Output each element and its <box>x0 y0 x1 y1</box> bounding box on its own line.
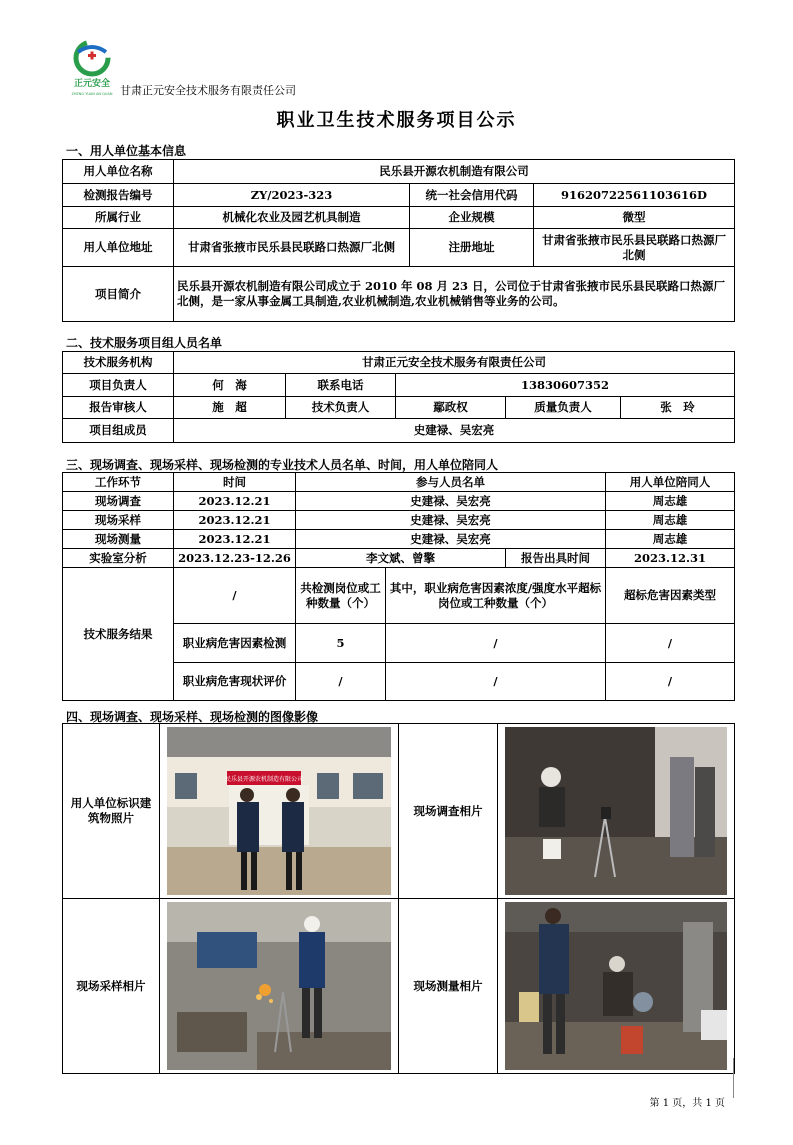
stage-cell: 现场测量 <box>63 530 174 549</box>
lab-time: 2023.12.23-12.26 <box>174 549 296 568</box>
scale: 微型 <box>534 207 735 229</box>
escort-cell: 周志雄 <box>606 530 735 549</box>
report-time: 2023.12.31 <box>606 549 735 568</box>
company-sign-text: 民乐县开源农机制造有限公司 <box>224 776 304 783</box>
footer-divider <box>733 1058 734 1098</box>
col-time: 时间 <box>174 473 296 492</box>
reviewer: 施 超 <box>174 397 286 419</box>
logo-subtext: ZHENG YUAN AN QUAN <box>71 92 113 96</box>
unit-name: 民乐县开源农机制造有限公司 <box>174 160 735 184</box>
credit-code-label: 统一社会信用代码 <box>410 184 534 207</box>
industry-label: 所属行业 <box>63 207 174 229</box>
logo-text: 正元安全 <box>73 79 111 89</box>
escort-cell: 周志雄 <box>606 511 735 530</box>
col-staff: 参与人员名单 <box>296 473 606 492</box>
header-total-count: 共检测岗位或工种数量（个） <box>296 568 386 624</box>
leader-label: 项目负责人 <box>63 374 174 397</box>
site-measurement-photo <box>505 902 727 1070</box>
company-name: 甘肃正元安全技术服务有限责任公司 <box>120 84 296 97</box>
header-exceed-count: 其中，职业病危害因素浓度/强度水平超标岗位或工种数量（个） <box>386 568 606 624</box>
phone: 13830607352 <box>396 374 735 397</box>
org: 甘肃正元安全技术服务有限责任公司 <box>174 352 735 374</box>
project-intro: 民乐县开源农机制造有限公司成立于 2010 年 08 月 23 日，公司位于甘肃省张掖市民乐县民联路口热源厂北侧，是一家从事金属工具制造,农业机械制造,农业机械销售等业务的公司。 <box>174 267 735 322</box>
section-1-heading: 一、用人单位基本信息 <box>66 144 187 158</box>
quality: 张 玲 <box>621 397 735 419</box>
photo1-label: 用人单位标识建筑物照片 <box>63 724 160 899</box>
members-label: 项目组成员 <box>63 419 174 443</box>
members: 史建禄、吴宏亮 <box>174 419 735 443</box>
result-label: 技术服务结果 <box>63 568 174 701</box>
tech-label: 技术负责人 <box>286 397 396 419</box>
industry: 机械化农业及园艺机具制造 <box>174 207 410 229</box>
staff-cell: 史建禄、吴宏亮 <box>296 530 606 549</box>
letterhead <box>66 38 366 98</box>
report-time-label: 报告出具时间 <box>506 549 606 568</box>
time-cell: 2023.12.21 <box>174 492 296 511</box>
intro-label: 项目简介 <box>63 267 174 322</box>
site-sampling-photo <box>167 902 391 1070</box>
report-no-label: 检测报告编号 <box>63 184 174 207</box>
lab-staff: 李文斌、曾擎 <box>296 549 506 568</box>
reviewer-label: 报告审核人 <box>63 397 174 419</box>
reg-address: 甘肃省张掖市民乐县民联路口热源厂北侧 <box>534 229 735 267</box>
escort-cell: 周志雄 <box>606 492 735 511</box>
leader: 何 海 <box>174 374 286 397</box>
detection-exceed: / <box>386 624 606 663</box>
org-label: 技术服务机构 <box>63 352 174 374</box>
result-slash: / <box>174 568 296 624</box>
header-factor-type: 超标危害因素类型 <box>606 568 735 624</box>
site-survey-photo <box>505 727 727 895</box>
company-logo-icon <box>66 38 118 98</box>
credit-code: 91620722561103616D <box>534 184 735 207</box>
evaluation-exceed: / <box>386 663 606 701</box>
section-3-heading: 三、现场调查、现场采样、现场检测的专业技术人员名单、时间，用人单位陪同人 <box>66 458 499 472</box>
time-cell: 2023.12.21 <box>174 511 296 530</box>
detection-total: 5 <box>296 624 386 663</box>
page-title: 职业卫生技术服务项目公示 <box>276 110 517 131</box>
unit-info-table <box>62 159 735 322</box>
unit-name-label: 用人单位名称 <box>63 160 174 184</box>
section-2-heading: 二、技术服务项目组人员名单 <box>66 336 223 350</box>
reg-address-label: 注册地址 <box>410 229 534 267</box>
detection-factor: / <box>606 624 735 663</box>
address: 甘肃省张掖市民乐县民联路口热源厂北侧 <box>174 229 410 267</box>
report-no: ZY/2023-323 <box>174 184 410 207</box>
building-sign-photo <box>167 727 391 895</box>
staff-cell: 史建禄、吴宏亮 <box>296 511 606 530</box>
stage-cell: 现场采样 <box>63 511 174 530</box>
phone-label: 联系电话 <box>286 374 396 397</box>
photo4-label: 现场测量相片 <box>399 899 498 1074</box>
photo3-label: 现场采样相片 <box>63 899 160 1074</box>
page-number: 第 1 页，共 1 页 <box>649 1098 725 1109</box>
evaluation-total: / <box>296 663 386 701</box>
col-stage: 工作环节 <box>63 473 174 492</box>
staff-cell: 史建禄、吴宏亮 <box>296 492 606 511</box>
photo2-label: 现场调查相片 <box>399 724 498 899</box>
evaluation-label: 职业病危害现状评价 <box>174 663 296 701</box>
address-label: 用人单位地址 <box>63 229 174 267</box>
evaluation-factor: / <box>606 663 735 701</box>
fieldwork-table <box>62 472 735 701</box>
stage-cell: 现场调查 <box>63 492 174 511</box>
lab-label: 实验室分析 <box>63 549 174 568</box>
section-4-heading: 四、现场调查、现场采样、现场检测的图像影像 <box>66 710 319 724</box>
time-cell: 2023.12.21 <box>174 530 296 549</box>
detection-label: 职业病危害因素检测 <box>174 624 296 663</box>
photo-table <box>62 723 735 1074</box>
quality-label: 质量负责人 <box>506 397 621 419</box>
team-table <box>62 351 735 443</box>
scale-label: 企业规模 <box>410 207 534 229</box>
col-escort: 用人单位陪同人 <box>606 473 735 492</box>
tech: 鄢政权 <box>396 397 506 419</box>
